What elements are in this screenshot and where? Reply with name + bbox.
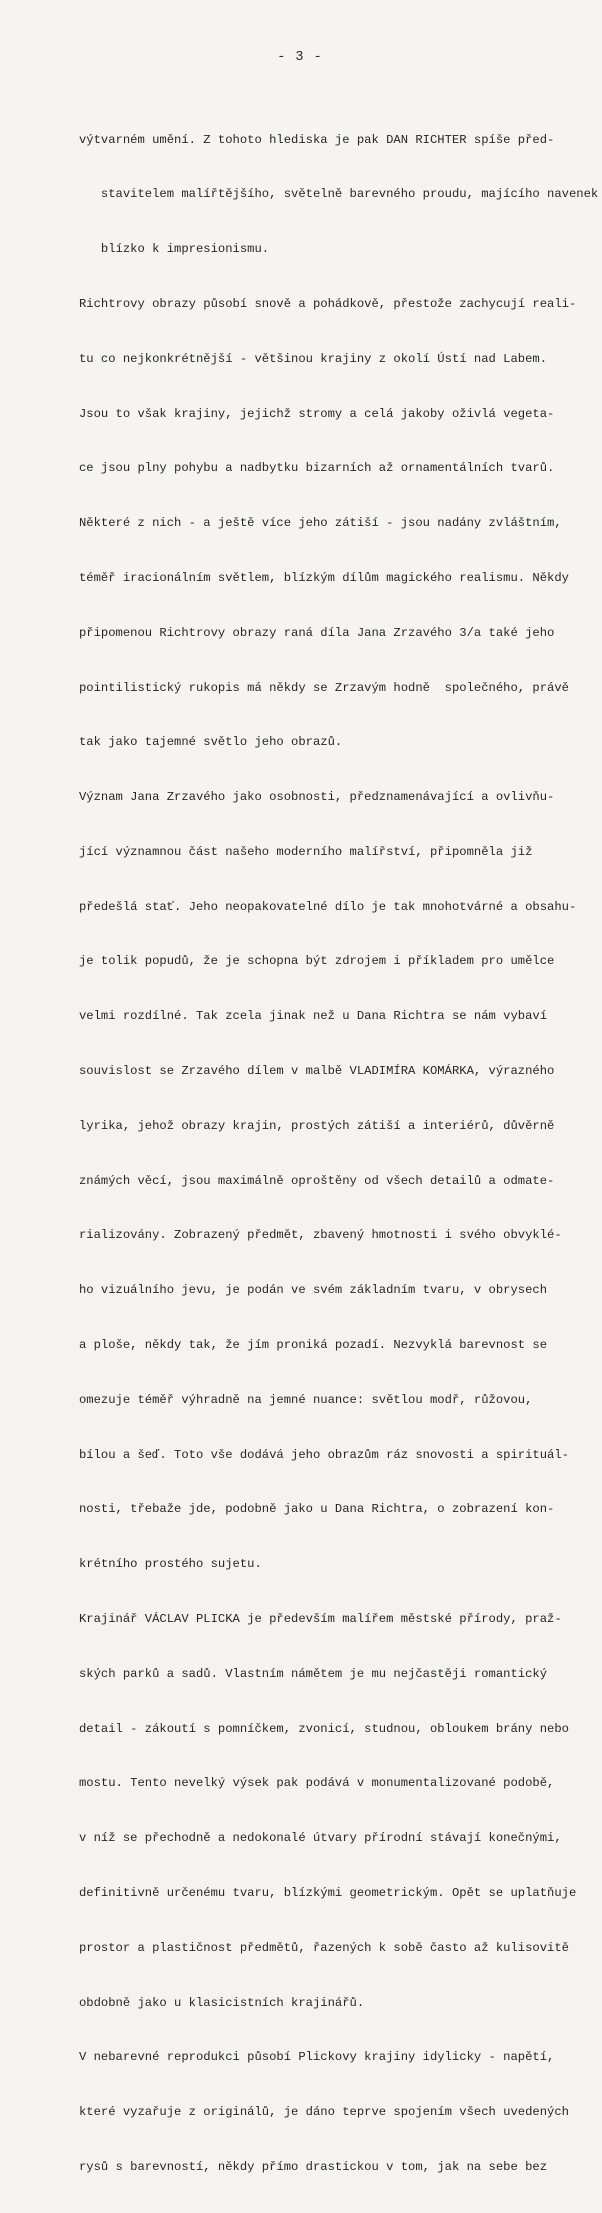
text-line: tak jako tajemné světlo jeho obrazů.: [57, 735, 343, 750]
text-line: ských parků a sadů. Vlastním námětem je mu nejčastěji romantický: [57, 1666, 548, 1681]
page-number: - 3 -: [277, 50, 323, 65]
text-line: které vyzařuje z originálů, je dáno teprve spojením všech uvedených: [57, 2105, 569, 2120]
text-line: V nebarevné reprodukci působí Plickovy krajiny idylicky - napětí,: [57, 2050, 555, 2065]
text-line: téměř iracionálním světlem, blízkým dílům magického realismu. Někdy: [57, 570, 569, 585]
text-line: tu co nejkonkrétnější - většinou krajiny z okolí Ústí nad Labem.: [57, 351, 548, 366]
text-line: prostor a plastičnost předmětů, řazených k sobě často až kulisovitě: [57, 1940, 569, 1955]
text-line: nosti, třebaže jde, podobně jako u Dana Richtra, o zobrazení kon-: [57, 1502, 555, 1517]
text-line: detail - zákoutí s pomníčkem, zvonicí, studnou, obloukem brány nebo: [57, 1721, 569, 1736]
text-line: je tolik popudů, že je schopna být zdrojem i příkladem pro umělce: [57, 954, 555, 969]
text-line: blízko k impresionismu.: [57, 242, 270, 257]
text-line: obdobně jako u klasicistních krajinářů.: [57, 1995, 365, 2010]
text-line: předešlá stať. Jeho neopakovatelné dílo je tak mnohotvárné a obsahu-: [57, 899, 577, 914]
text-line: ho vizuálního jevu, je podán ve svém základním tvaru, v obrysech: [57, 1283, 548, 1298]
text-line: mostu. Tento nevelký výsek pak podává v monumentalizované podobě,: [57, 1776, 555, 1791]
text-line: velmi rozdílné. Tak zcela jinak než u Dana Richtra se nám vybaví: [57, 1009, 548, 1024]
text-line: Krajinář VÁCLAV PLICKA je především malířem městské přírody, praž-: [57, 1612, 562, 1627]
text-line: omezuje téměř výhradně na jemné nuance: světlou modř, růžovou,: [57, 1392, 533, 1407]
text-line: Některé z nich - a ještě více jeho zátiší - jsou nadány zvláštním,: [57, 516, 562, 531]
text-line: rializovány. Zobrazený předmět, zbavený hmotnosti i svého obvyklé-: [57, 1228, 562, 1243]
text-line: Jsou to však krajiny, jejichž stromy a celá jakoby oživlá vegeta-: [57, 406, 555, 421]
text-line: pointilistický rukopis má někdy se Zrzavým hodně společného, právě: [57, 680, 569, 695]
text-line: lyrika, jehož obrazy krajin, prostých zátiší a interiérů, důvěrně: [57, 1118, 555, 1133]
text-line: a ploše, někdy tak, že jím proniká pozadí. Nezvyklá barevnost se: [57, 1338, 548, 1353]
text-line: připomenou Richtrovy obrazy raná díla Jana Zrzavého 3/a také jeho: [57, 625, 555, 640]
text-line: výtvarném umění. Z tohoto hlediska je pak DAN RICHTER spíše před-: [57, 132, 555, 147]
text-line: definitivně určenému tvaru, blízkými geometrickým. Opět se uplatňuje: [57, 1886, 577, 1901]
text-line: jící významnou část našeho moderního malířství, připomněla již: [57, 844, 533, 859]
body-text: [57, 94, 602, 2213]
text-line: krétního prostého sujetu.: [57, 1557, 262, 1572]
text-line: stavitelem malířtějšího, světelně barevného proudu, majícího navenek: [57, 187, 599, 202]
text-line: rysů s barevností, někdy přímo drastickou v tom, jak na sebe bez: [57, 2160, 548, 2175]
text-line: známých věcí, jsou maximálně oproštěny od všech detailů a odmate-: [57, 1173, 555, 1188]
text-line: ce jsou plny pohybu a nadbytku bizarních až ornamentálních tvarů.: [57, 461, 555, 476]
text-line: Richtrovy obrazy působí snově a pohádkově, přestože zachycují reali-: [57, 296, 577, 311]
text-line: Význam Jana Zrzavého jako osobnosti, předznamenávající a ovlivňu-: [57, 790, 555, 805]
text-line: v níž se přechodně a nedokonalé útvary přírodní stávají konečnými,: [57, 1831, 562, 1846]
text-line: bílou a šeď. Toto vše dodává jeho obrazům ráz snovosti a spirituál-: [57, 1447, 569, 1462]
text-line: souvislost se Zrzavého dílem v malbě VLADIMÍRA KOMÁRKA, výrazného: [57, 1064, 555, 1079]
